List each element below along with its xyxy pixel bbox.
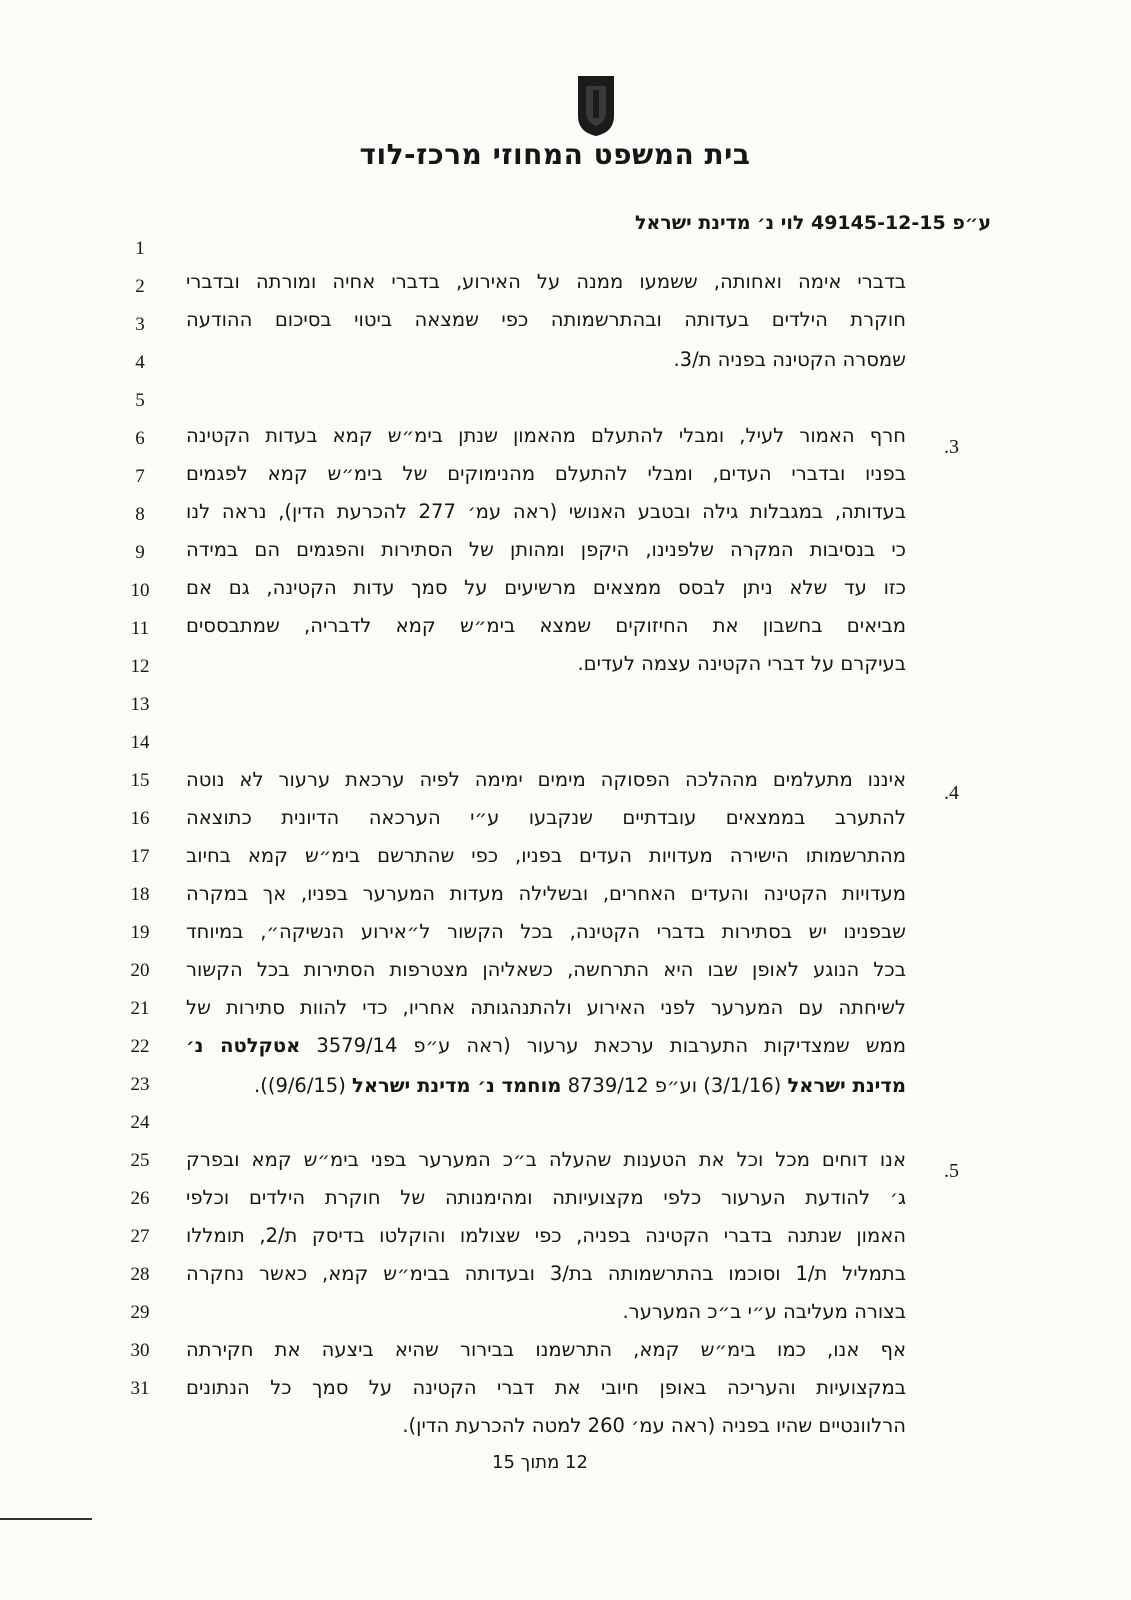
text-segment: בדברי אימה ואחותה, ששמעו ממנה על האירוע, בדברי אחיה ומורתה ובדברי: [186, 270, 906, 293]
line-number: 7: [135, 466, 145, 487]
line-number: 6: [135, 428, 145, 449]
line-number: 21: [130, 998, 150, 1019]
line-number: 27: [130, 1226, 150, 1247]
text-line: [186, 538, 906, 561]
text-line: [186, 462, 906, 485]
text-line: [186, 652, 906, 675]
text-segment: (3/1/16) וע״פ 8739/12: [561, 1074, 782, 1097]
text-line: [186, 1414, 906, 1437]
line-number: 8: [135, 504, 145, 525]
line-number: 9: [135, 542, 145, 563]
text-segment: ג׳ להודעת הערעור כלפי מקצועיותה ומהימנותה של חוקרת הילדים וכלפי: [186, 1186, 906, 1209]
text-segment: אנו דוחים מכל וכל את הטענות שהעלה ב״כ המערער בפני בימ״ש קמא ובפרק: [186, 1148, 906, 1171]
text-line: [186, 308, 906, 331]
line-number: 13: [130, 694, 150, 715]
citation-bold: מדינת ישראל: [787, 1074, 906, 1097]
text-segment: במקצועיות והעריכה באופן חיובי את דברי הקטינה על סמך כל הנתונים: [186, 1376, 906, 1399]
text-line: [186, 1186, 906, 1209]
line-number: 17: [130, 846, 150, 867]
line-number: 18: [130, 884, 150, 905]
text-line: [186, 920, 906, 943]
paragraph-number: .5: [944, 1160, 959, 1182]
text-line: [186, 1262, 906, 1285]
text-line: [186, 768, 906, 791]
line-number: 24: [130, 1112, 150, 1133]
line-number: 2: [135, 276, 145, 297]
text-segment: בפניו ובדברי העדים, ומבלי להתעלם מהנימוקים של בימ״ש קמא לפגמים: [186, 462, 906, 485]
text-line: [186, 844, 906, 867]
state-emblem-icon: [576, 72, 616, 138]
line-number: 26: [130, 1188, 150, 1209]
text-line: [186, 270, 906, 293]
text-segment: איננו מתעלמים מההלכה הפסוקה מימים ימימה לפיה ערכאת ערעור לא נוטה: [186, 768, 906, 791]
bottom-rule: [0, 1518, 92, 1520]
paragraph-number: .4: [944, 782, 959, 804]
text-segment: מעדויות הקטינה והעדים האחרים, ובשלילה מעדות המערער בפניו, אך במקרה: [186, 882, 906, 905]
citation-bold: אטקלטה נ׳: [186, 1034, 301, 1057]
text-line: [186, 958, 906, 981]
line-number: 11: [130, 618, 150, 639]
line-number: 5: [135, 390, 145, 411]
text-segment: חרף האמור לעיל, ומבלי להתעלם מהאמון שנתן בימ״ש קמא בעדות הקטינה: [186, 424, 906, 447]
line-number: 28: [130, 1264, 150, 1285]
text-segment: האמון שנתנה בדברי הקטינה בפניה, כפי שצולמו והוקלטו בדיסק ת/2, תומללו: [186, 1224, 907, 1247]
text-segment: שמסרה הקטינה בפניה ת/3.: [673, 348, 906, 371]
text-segment: בעדותה, במגבלות גילה ובטבע האנושי (ראה עמ׳ 277 להכרעת הדין), נראה לנו: [186, 500, 906, 523]
text-line: [186, 424, 906, 447]
text-line: [186, 614, 906, 637]
text-line: [186, 1224, 906, 1247]
text-segment: אף אנו, כמו בימ״ש קמא, התרשמנו בבירור שהיא ביצעה את חקירתה: [186, 1338, 906, 1361]
text-segment: כזו עד שלא ניתן לבסס ממצאים מרשיעים על סמך עדות הקטינה, גם אם: [186, 576, 906, 599]
line-number: 31: [130, 1378, 150, 1399]
line-number: 4: [135, 352, 145, 373]
line-number: 30: [130, 1340, 150, 1361]
line-number: 16: [130, 808, 150, 829]
text-segment: בכל הנוגע לאופן שבו היא התרחשה, כשאליהן מצטרפות הסתירות בכל הקשור: [186, 958, 906, 981]
text-line: [186, 996, 906, 1019]
line-number: 14: [130, 732, 150, 753]
line-number: 19: [130, 922, 150, 943]
text-segment: לשיחתה עם המערער לפני האירוע ולהתנהגותה אחריו, כדי להוות סתירות של: [186, 996, 906, 1019]
citation-bold: מוחמד נ׳ מדינת ישראל: [352, 1074, 562, 1097]
line-number: 20: [130, 960, 150, 981]
text-line: [186, 500, 906, 523]
text-line: [186, 348, 906, 371]
paragraph-number: .3: [944, 436, 959, 458]
text-line: [186, 1034, 906, 1057]
text-line: [186, 1074, 906, 1097]
text-line: [186, 1148, 906, 1171]
court-name: בית המשפט המחוזי מרכז-לוד: [359, 138, 751, 171]
line-number: 29: [130, 1302, 150, 1323]
text-segment: מביאים בחשבון את החיזוקים שמצא בימ״ש קמא לדבריה, שמתבססים: [186, 614, 906, 637]
text-line: [186, 1300, 906, 1323]
case-title: ע״פ 49145-12-15 לוי נ׳ מדינת ישראל: [634, 212, 991, 234]
text-segment: בצורה מעליבה ע״י ב״כ המערער.: [622, 1300, 906, 1323]
text-segment: כי בנסיבות המקרה שלפנינו, היקפן ומהותן של הסתירות והפגמים הם במידה: [186, 538, 906, 561]
line-number: 10: [130, 580, 150, 601]
text-segment: שבפנינו יש בסתירות בדברי הקטינה, בכל הקשור ל״אירוע הנשיקה״, במיוחד: [186, 920, 906, 943]
text-segment: להתערב בממצאים עובדתיים שנקבעו ע״י הערכאה הדיונית כתוצאה: [186, 806, 906, 829]
text-line: [186, 806, 906, 829]
text-segment: מהתרשמותו הישירה מעדויות העדים בפניו, כפי שהתרשם בימ״ש קמא בחיוב: [186, 844, 906, 867]
text-line: [186, 576, 906, 599]
text-segment: בתמליל ת/1 וסוכמו בהתרשמותה בת/3 ובעדותה בבימ״ש קמא, כאשר נחקרה: [186, 1262, 906, 1285]
line-number: 25: [130, 1150, 150, 1171]
text-segment: חוקרת הילדים בעדותה ובהתרשמותה כפי שמצאה ביטוי בסיכום ההודעה: [186, 308, 906, 331]
text-line: [186, 882, 906, 905]
line-number: 15: [130, 770, 150, 791]
text-line: [186, 1338, 906, 1361]
text-segment: בעיקרם על דברי הקטינה עצמה לעדים.: [577, 652, 906, 675]
text-line: [186, 1376, 906, 1399]
text-segment: הרלוונטיים שהיו בפניה (ראה עמ׳ 260 למטה להכרעת הדין).: [402, 1414, 906, 1437]
page-number: 12 מתוך 15: [492, 1452, 588, 1473]
text-segment: ממש שמצדיקות התערבות ערכאת ערעור (ראה ע״פ 3579/14: [300, 1034, 906, 1057]
text-segment: (9/6/15)).: [254, 1074, 353, 1097]
line-number: 3: [135, 314, 145, 335]
line-number: 1: [135, 238, 145, 259]
line-number: 12: [130, 656, 150, 677]
line-number: 22: [130, 1036, 150, 1057]
line-number: 23: [130, 1074, 150, 1095]
